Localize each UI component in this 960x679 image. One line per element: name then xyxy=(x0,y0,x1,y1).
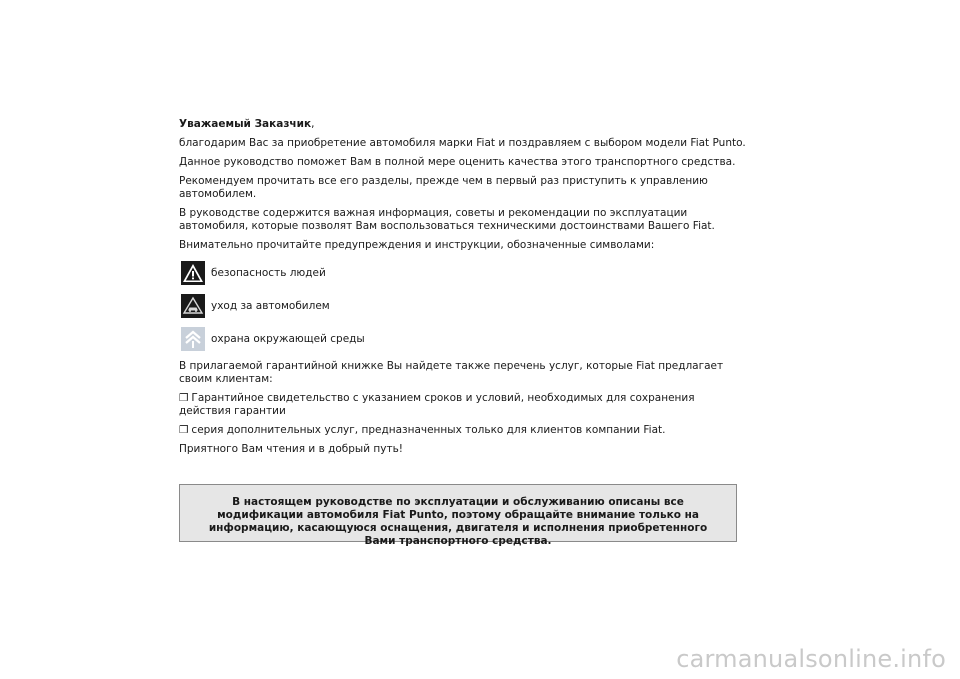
notice-text: В настоящем руководстве по эксплуатации и обслуживанию описаны все модификации автомобиля Fiat Punto, поэтому обращайте внимание только на информацию, касающуюся оснащения, двигателя и исполнения приобретенного Вами транспортного средства. xyxy=(208,496,708,547)
thanks-paragraph: благодарим Вас за приобретение автомобиля марки Fiat и поздравляем с выбором модели Fiat Punto. xyxy=(179,137,746,149)
symbol-row-safety xyxy=(181,260,749,286)
manual-paragraph: Данное руководство поможет Вам в полной мере оценить качества этого транспортного средства. xyxy=(179,156,736,168)
attention-paragraph: Внимательно прочитайте предупреждения и инструкции, обозначенные символами: xyxy=(179,239,655,251)
car-care-icon xyxy=(181,294,205,318)
content-paragraph: В руководстве содержится важная информация, советы и рекомендации по эксплуатации автомобиля, которые позволят Вам воспользоваться техническими достоинствами Вашего Fiat. xyxy=(179,207,715,232)
symbol-label-environment: охрана окружающей среды xyxy=(211,333,365,345)
services-intro: В прилагаемой гарантийной книжке Вы найдете также перечень услуг, которые Fiat предлагает своим клиентам: xyxy=(179,360,724,385)
greeting xyxy=(179,118,749,131)
notice-box xyxy=(179,484,737,547)
symbol-row-environment xyxy=(181,326,749,352)
greeting-salutation: Уважаемый Заказчик xyxy=(179,118,312,130)
service-item-text: Гарантийное свидетельство с указанием сроков и условий, необходимых для сохранения действия гарантии xyxy=(179,392,695,417)
greeting-comma: , xyxy=(311,118,315,130)
symbol-row-car-care xyxy=(181,293,749,319)
service-item xyxy=(179,392,749,418)
symbol-legend xyxy=(181,260,749,352)
service-item-text: серия дополнительных услуг, предназначенных только для клиентов компании Fiat. xyxy=(191,424,666,436)
closing-line: Приятного Вам чтения и в добрый путь! xyxy=(179,443,403,455)
symbol-label-safety: безопасность людей xyxy=(211,267,326,279)
checkbox-bullet-icon: ❒ xyxy=(179,424,189,436)
checkbox-bullet-icon: ❒ xyxy=(179,392,189,404)
recommend-paragraph: Рекомендуем прочитать все его разделы, прежде чем в первый раз приступить к управлению автомобилем. xyxy=(179,175,708,200)
watermark: carmanualsonline.info xyxy=(676,645,946,673)
service-item xyxy=(179,424,749,437)
symbol-label-car-care: уход за автомобилем xyxy=(211,300,330,312)
document-body xyxy=(179,118,749,462)
warning-triangle-icon xyxy=(181,261,205,285)
environment-icon xyxy=(181,327,205,351)
